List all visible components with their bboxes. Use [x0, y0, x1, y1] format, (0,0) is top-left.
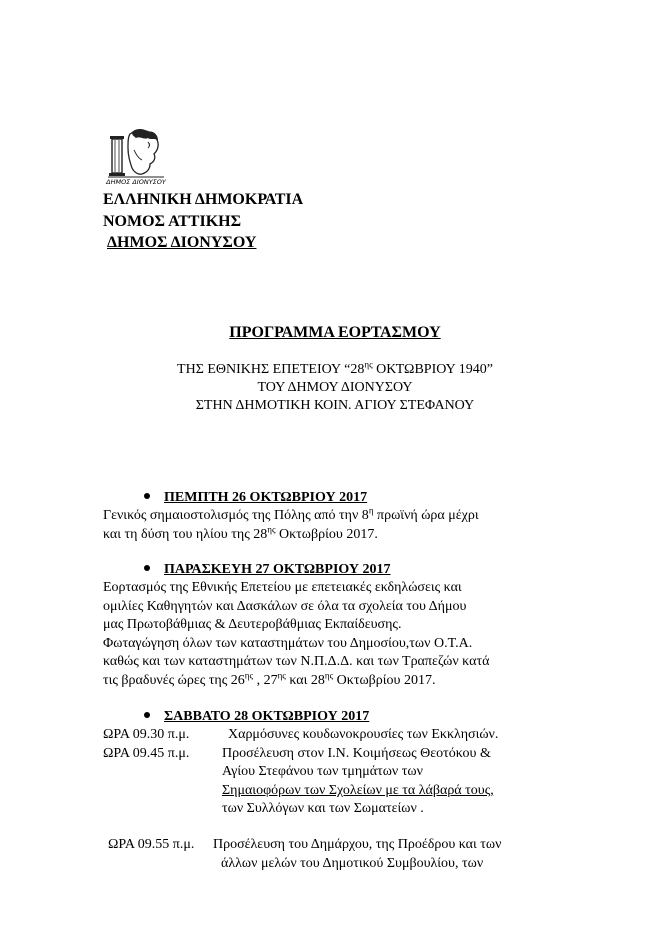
day2-line-3: μας Πρωτοβάθμιας & Δευτεροβάθμιας Εκπαίδευσης. — [103, 617, 402, 632]
subtitle-line-1: ΤΗΣ ΕΘΝΙΚΗΣ ΕΠΕΤΕΙΟΥ “$28^{\eta\varsigma}$ ΟΚΤΩΒΡΙΟΥ 1940” — [177, 359, 493, 377]
subtitle-line-3: ΣΤΗΝ ΔΗΜΟΤΙΚΗ ΚΟΙΝ. ΑΓΙΟΥ ΣΤΕΦΑΝΟΥ — [195, 398, 475, 413]
bullet-icon — [144, 493, 150, 499]
day3-row-1-time: ΩΡΑ 09.30 π.μ. — [103, 727, 190, 742]
subtitle-line-2: ΤΟΥ ΔΗΜΟΥ ΔΙΟΝΥΣΟΥ — [257, 380, 413, 395]
day3-row-2-time: ΩΡΑ 09.45 π.μ. — [103, 746, 190, 761]
day2-line-1: Εορτασμός της Εθνικής Επετείου με επετειακές εκδηλώσεις και — [103, 580, 462, 595]
header-line-3: ΔΗΜΟΣ ΔΙΟΝΥΣΟΥ — [107, 234, 257, 251]
day3-row-2-line-3: Σημαιοφόρων των Σχολείων με τα λάβαρά τους, — [222, 783, 494, 798]
day3-row-2-line-2: Αγίου Στεφάνου των τμημάτων των — [222, 764, 423, 779]
dimos-dionysou-logo — [104, 128, 168, 186]
logo-caption: ΔΗΜΟΣ ΔΙΟΝΥΣΟΥ — [106, 178, 166, 186]
day1-heading: ΠΕΜΠΤΗ 26 ΟΚΤΩΒΡΙΟΥ 2017 — [164, 490, 368, 505]
day3-row-3-text: Προσέλευση του Δημάρχου, της Προέδρου και των — [213, 837, 502, 852]
day3-row-3-line-2: άλλων μελών του Δημοτικού Συμβουλίου, των — [221, 856, 484, 871]
day2-heading: ΠΑΡΑΣΚΕΥΗ 27 ΟΚΤΩΒΡΙΟΥ 2017 — [164, 562, 391, 577]
day1-line-1: Γενικός σημαιοστολισμός της Πόλης από την $8^\eta$ πρωϊνή ώρα μέχρι — [103, 505, 479, 523]
day2-line-5: καθώς και των καταστημάτων των Ν.Π.Δ.Δ. και των Τραπεζών κατά — [103, 654, 490, 669]
day1-line-2: και τη δύση του ηλίου της $28^{\eta\varsigma}$ Οκτωβρίου 2017. — [103, 524, 378, 542]
day1-heading-row — [144, 490, 367, 506]
day3-row-2-line-4: των Συλλόγων και των Σωματείων . — [222, 801, 424, 816]
day2-line-6: τις βραδυνές ώρες της $26^{\eta\varsigma}$ , $27^{\eta\varsigma}$ και $28^{\eta\varsigma}$ Οκτωβρίου 2017. — [103, 670, 436, 688]
day3-heading: ΣΑΒΒΑΤΟ 28 ΟΚΤΩΒΡΙΟΥ 2017 — [164, 709, 370, 724]
day3-row-3-time: ΩΡΑ 09.55 π.μ. — [108, 837, 195, 852]
day3-heading-row — [144, 709, 369, 725]
day2-line-4: Φωταγώγηση όλων των καταστημάτων του Δημοσίου,των Ο.Τ.Α. — [103, 636, 473, 651]
bullet-icon — [144, 712, 150, 718]
day2-heading-row — [144, 562, 391, 578]
bullet-icon — [144, 565, 150, 571]
day3-row-1-text: Χαρμόσυνες κουδωνοκρουσίες των Εκκλησιών. — [228, 727, 499, 742]
logo-emblem-icon — [104, 128, 168, 186]
header-line-2: ΝΟΜΟΣ ΑΤΤΙΚΗΣ — [103, 213, 242, 230]
header-line-1: ΕΛΛΗΝΙΚΗ ΔΗΜΟΚΡΑΤΙΑ — [103, 191, 304, 208]
page-title: ΠΡΟΓΡΑΜΜΑ ΕΟΡΤΑΣΜΟΥ — [229, 324, 441, 341]
day3-row-2-text: Προσέλευση στον Ι.Ν. Κοιμήσεως Θεοτόκου & — [222, 746, 491, 761]
day2-line-2: ομιλίες Καθηγητών και Δασκάλων σε όλα τα σχολεία του Δήμου — [103, 599, 467, 614]
